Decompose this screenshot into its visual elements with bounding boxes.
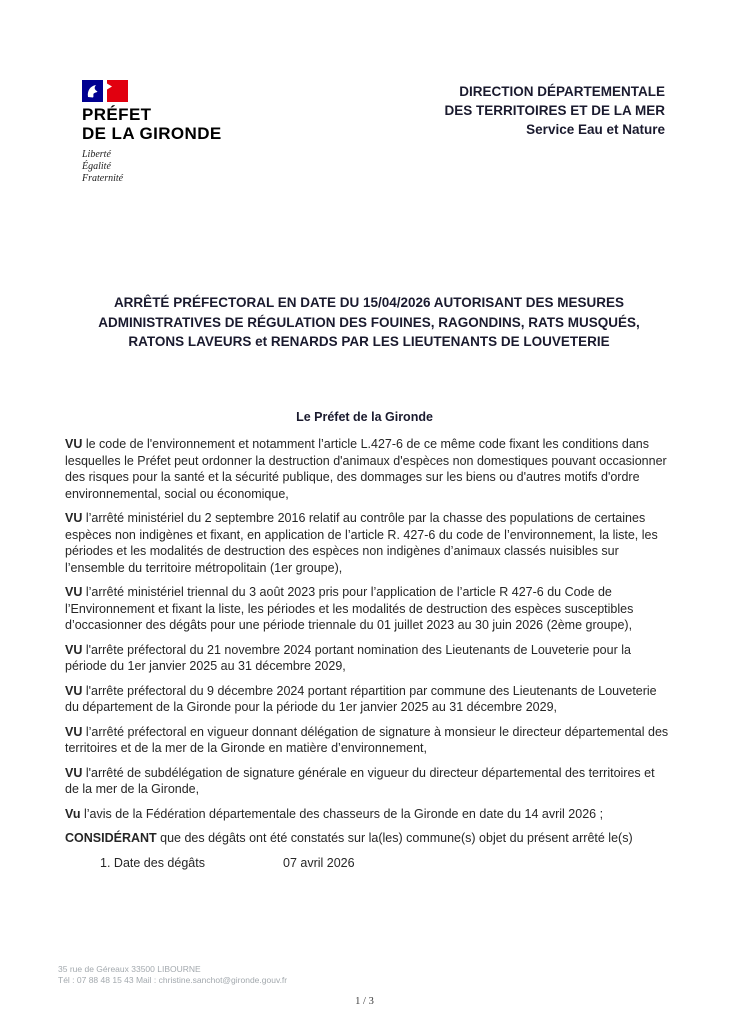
french-flag-icon	[82, 80, 222, 102]
service-name: Service Eau et Nature	[526, 122, 665, 137]
paragraph-text: l'arrêté de subdélégation de signature générale en vigueur du directeur départemental des territoires et de la mer de la Gironde,	[65, 765, 655, 796]
paragraph-lead: VU	[65, 765, 83, 780]
paragraph-lead: VU	[65, 511, 83, 525]
paragraph-text: l’arrêté ministériel triennal du 3 août 2023 pris pour l’application de l’article R 427-6 du Code de l’Environnement et fixant la liste, les périodes et les modalités de destruction des espèces susceptibles d’occasionner des dégâts pour une période triennale du 01 juillet 2023 au 30 juin 2026 (2ème groupe),	[65, 585, 634, 632]
paragraph-lead: VU	[65, 724, 83, 739]
footer-phone-email: Tél : 07 88 48 15 43 Mail : christine.sanchot@gironde.gouv.fr	[58, 974, 288, 985]
paragraph-text: le code de l'environnement et notamment l’article L.427-6 de ce même code fixant les conditions dans lesquelles le Préfet peut ordonner la destruction d'animaux d'espèces non domestiques pouvant occasionner des risques pour la santé et la sécurité publique, des dommages sur les biens ou d'autres motifs d'ordre environnemental, social ou économique,	[65, 437, 667, 501]
issuing-service-block	[444, 82, 665, 139]
paragraph-vu-7	[65, 765, 669, 798]
paragraph-text: l’avis de la Fédération départementale des chasseurs de la Gironde en date du 14 avril 2026 ;	[80, 806, 604, 821]
damage-item-value: 07 avril 2026	[283, 855, 355, 870]
paragraph-considerant	[65, 830, 669, 847]
paragraph-text: l’arrêté ministériel du 2 septembre 2016 relatif au contrôle par la chasse des populations de certaines espèces non indigènes et fixant, en application de l’article R. 427-6 du code de l’environnement, la liste, les périodes et les modalités de destruction des espèces non indigènes d’animaux classés nuisibles sur l’ensemble du territoire métropolitain (1er groupe),	[65, 511, 658, 575]
paragraph-vu-8	[65, 806, 669, 823]
marianne-logo	[82, 80, 222, 185]
damage-item-label: Date des dégâts	[113, 855, 205, 870]
paragraph-lead: VU	[65, 642, 83, 657]
page-number: 1 / 3	[355, 996, 374, 1007]
republic-motto	[82, 149, 222, 185]
paragraph-vu-6	[65, 724, 669, 757]
flag-red-band	[107, 80, 128, 102]
paragraph-text: l’arrêté préfectoral en vigueur donnant délégation de signature à monsieur le directeur départemental des territoires et de la mer de la Gironde en matière d’environnement,	[65, 724, 669, 755]
motto-liberte: Liberté	[82, 149, 111, 160]
motto-fraternite: Fraternité	[82, 173, 124, 184]
paragraph-lead: CONSIDÉRANT	[65, 831, 157, 845]
paragraph-lead: VU	[65, 437, 83, 451]
document-title: ARRÊTÉ PRÉFECTORAL EN DATE DU 15/04/2026 AUTORISANT DES MESURES ADMINISTRATIVES DE RÉGULATION DES FOUINES, RAGONDINS, RATS MUSQUÉS, RATONS LAVEURS et RENARDS PAR LES LIEUTENANTS DE LOUVETERIE	[98, 295, 640, 349]
paragraph-text: l'arrête préfectoral du 21 novembre 2024 portant nomination des Lieutenants de Louveterie pour la période du 1er janvier 2025 au 31 décembre 2029,	[65, 642, 631, 673]
prefet-line1: PRÉFET	[82, 105, 152, 124]
motto-egalite: Égalité	[82, 161, 111, 172]
french-flag-svg	[82, 80, 128, 102]
direction-line1: DIRECTION DÉPARTEMENTALE	[459, 84, 665, 99]
paragraph-lead: VU	[65, 585, 83, 599]
document-subtitle: Le Préfet de la Gironde	[296, 410, 433, 424]
damage-item-number: 1.	[100, 855, 111, 870]
direction-line2: DES TERRITOIRES ET DE LA MER	[444, 103, 665, 118]
damage-date-row	[65, 855, 669, 872]
paragraph-lead: Vu	[65, 806, 81, 821]
paragraph-lead: VU	[65, 683, 83, 698]
paragraph-vu-5	[65, 683, 669, 716]
prefet-line2: DE LA GIRONDE	[82, 124, 222, 143]
paragraph-vu-4	[65, 642, 669, 675]
paragraph-text: que des dégâts ont été constatés sur la(les) commune(s) objet du présent arrêté le(s)	[156, 831, 633, 845]
footer-contact-block	[58, 964, 287, 985]
paragraph-vu-2	[65, 510, 669, 576]
document-body	[65, 436, 669, 871]
paragraph-text: l'arrête préfectoral du 9 décembre 2024 portant répartition par commune des Lieutenants de Louveterie du département de la Gironde pour la période du 1er janvier 2025 au 31 décembre 2029,	[65, 683, 657, 714]
paragraph-vu-3	[65, 584, 669, 634]
paragraph-vu-1	[65, 436, 669, 502]
footer-address: 35 rue de Géreaux 33500 LIBOURNE	[58, 964, 201, 974]
